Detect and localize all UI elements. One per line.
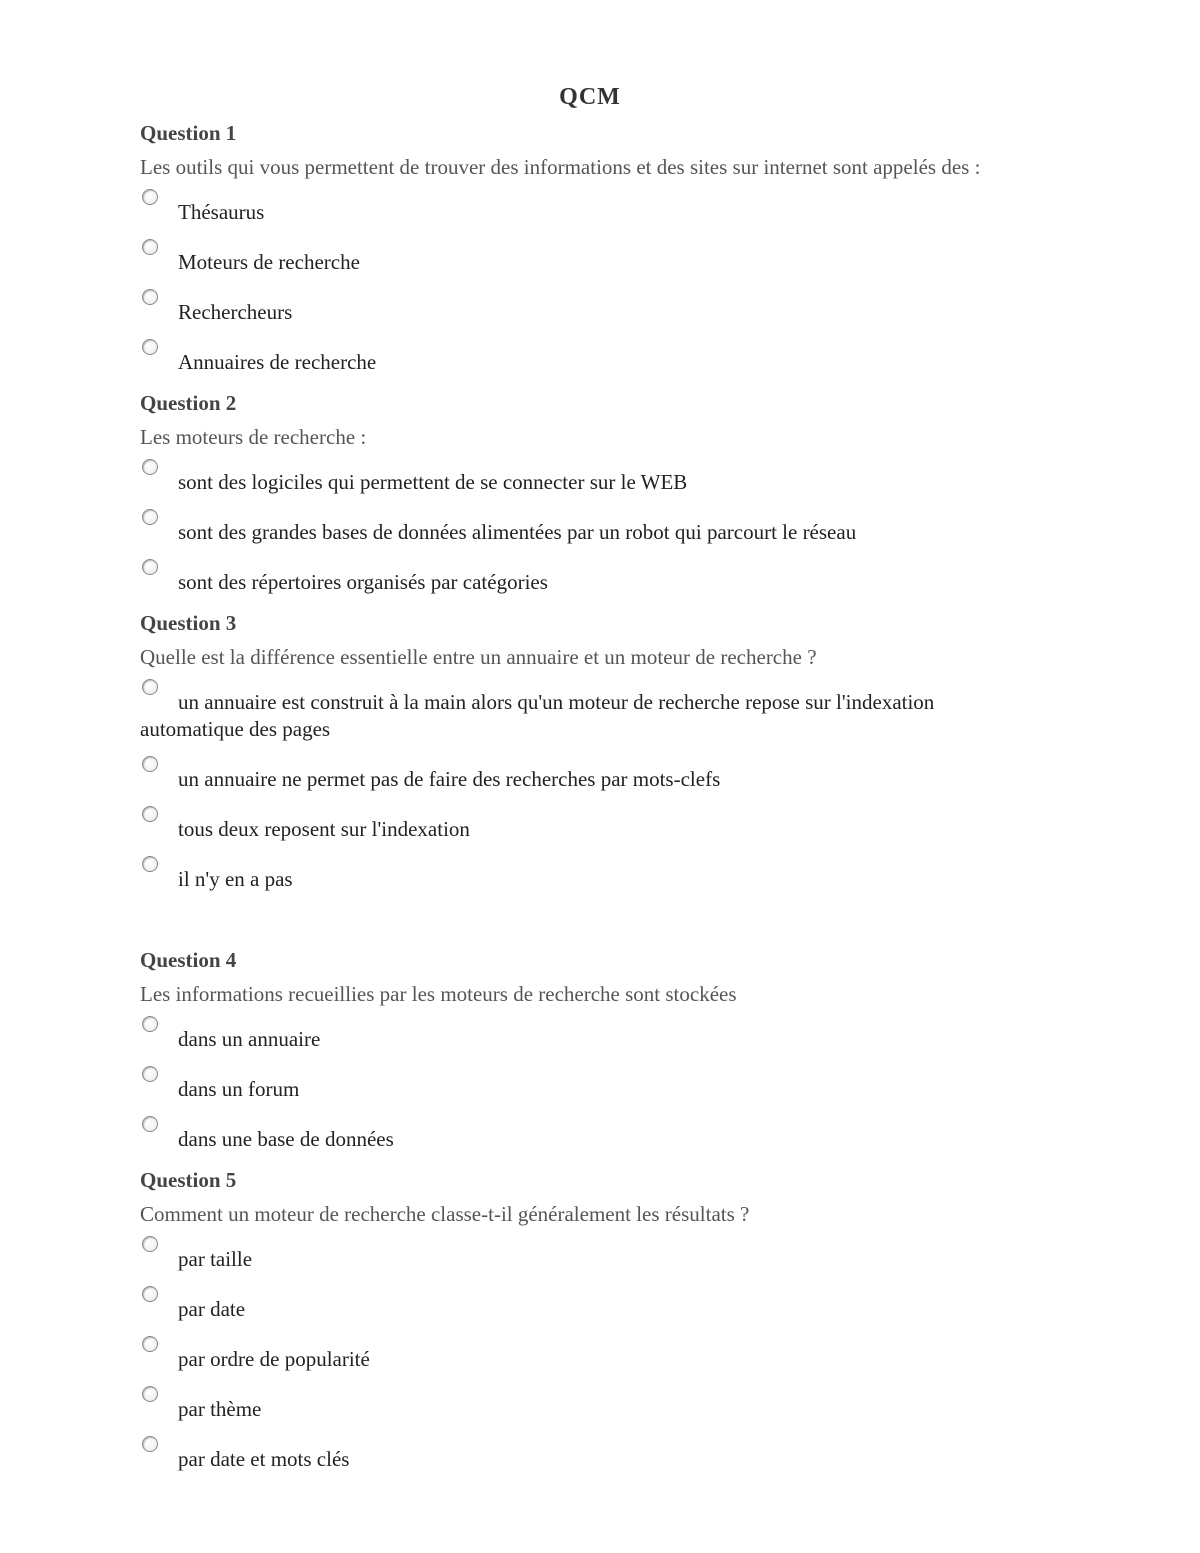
option-label: tous deux reposent sur l'indexation xyxy=(178,817,470,841)
page-title: QCM xyxy=(559,84,621,110)
question-3-heading: Question 3 xyxy=(140,611,237,635)
question-3-option-2[interactable] xyxy=(140,756,1040,793)
question-1-heading: Question 1 xyxy=(140,121,237,145)
question-3 xyxy=(140,609,1040,893)
option-label: Moteurs de recherche xyxy=(178,250,360,274)
question-4 xyxy=(140,946,1040,1153)
radio-button[interactable] xyxy=(142,856,158,872)
option-label: il n'y en a pas xyxy=(178,867,293,891)
radio-button[interactable] xyxy=(142,239,158,255)
option-label: Annuaires de recherche xyxy=(178,350,377,374)
option-label: un annuaire ne permet pas de faire des recherches par mots-clefs xyxy=(178,767,721,791)
option-label: sont des grandes bases de données alimentées par un robot qui parcourt le réseau xyxy=(178,520,857,544)
radio-button[interactable] xyxy=(142,806,158,822)
question-3-options xyxy=(140,679,1040,893)
question-5-option-5[interactable] xyxy=(140,1436,1040,1473)
question-1-option-3[interactable] xyxy=(140,289,1040,326)
question-4-options xyxy=(140,1016,1040,1153)
option-label: par date xyxy=(178,1297,246,1321)
document-page xyxy=(140,84,1040,1486)
question-5-option-4[interactable] xyxy=(140,1386,1040,1423)
spacer xyxy=(140,906,1040,946)
question-3-option-1[interactable] xyxy=(140,679,1040,743)
question-5-option-2[interactable] xyxy=(140,1286,1040,1323)
option-label: par date et mots clés xyxy=(178,1447,350,1471)
question-1 xyxy=(140,119,1040,376)
question-2-option-3[interactable] xyxy=(140,559,1040,596)
radio-button[interactable] xyxy=(142,1286,158,1302)
option-label: sont des répertoires organisés par catégories xyxy=(178,570,548,594)
radio-button[interactable] xyxy=(142,756,158,772)
question-2 xyxy=(140,389,1040,596)
option-label: Thésaurus xyxy=(178,200,265,224)
question-4-option-1[interactable] xyxy=(140,1016,1040,1053)
radio-button[interactable] xyxy=(142,1116,158,1132)
radio-button[interactable] xyxy=(142,509,158,525)
question-4-text: Les informations recueillies par les moteurs de recherche sont stockées xyxy=(140,982,737,1006)
question-4-option-2[interactable] xyxy=(140,1066,1040,1103)
radio-button[interactable] xyxy=(142,679,158,695)
question-2-option-1[interactable] xyxy=(140,459,1040,496)
radio-button[interactable] xyxy=(142,1016,158,1032)
question-4-option-3[interactable] xyxy=(140,1116,1040,1153)
radio-button[interactable] xyxy=(142,459,158,475)
option-label: par ordre de popularité xyxy=(178,1347,370,1371)
question-5-options xyxy=(140,1236,1040,1473)
question-3-text: Quelle est la différence essentielle entre un annuaire et un moteur de recherche ? xyxy=(140,645,817,669)
question-5-option-1[interactable] xyxy=(140,1236,1040,1273)
question-1-options xyxy=(140,189,1040,376)
question-5 xyxy=(140,1166,1040,1473)
radio-button[interactable] xyxy=(142,339,158,355)
question-5-heading: Question 5 xyxy=(140,1168,237,1192)
radio-button[interactable] xyxy=(142,1436,158,1452)
question-5-text: Comment un moteur de recherche classe-t-il généralement les résultats ? xyxy=(140,1202,750,1226)
radio-button[interactable] xyxy=(142,289,158,305)
question-3-option-3[interactable] xyxy=(140,806,1040,843)
radio-button[interactable] xyxy=(142,189,158,205)
radio-button[interactable] xyxy=(142,559,158,575)
option-label: par taille xyxy=(178,1247,253,1271)
option-label: dans un forum xyxy=(178,1077,300,1101)
question-2-heading: Question 2 xyxy=(140,391,237,415)
option-label: un annuaire est construit à la main alors qu'un moteur de recherche repose sur l'indexation automatique des pages xyxy=(140,690,935,741)
question-1-option-2[interactable] xyxy=(140,239,1040,276)
question-2-text: Les moteurs de recherche : xyxy=(140,425,367,449)
question-3-option-4[interactable] xyxy=(140,856,1040,893)
question-1-option-4[interactable] xyxy=(140,339,1040,376)
question-1-option-1[interactable] xyxy=(140,189,1040,226)
radio-button[interactable] xyxy=(142,1066,158,1082)
radio-button[interactable] xyxy=(142,1336,158,1352)
question-2-options xyxy=(140,459,1040,596)
radio-button[interactable] xyxy=(142,1236,158,1252)
question-1-text: Les outils qui vous permettent de trouver des informations et des sites sur internet sont appelés des : xyxy=(140,155,981,179)
question-5-option-3[interactable] xyxy=(140,1336,1040,1373)
option-label: sont des logiciles qui permettent de se connecter sur le WEB xyxy=(178,470,688,494)
option-label: Rechercheurs xyxy=(178,300,293,324)
question-2-option-2[interactable] xyxy=(140,509,1040,546)
option-label: dans une base de données xyxy=(178,1127,394,1151)
radio-button[interactable] xyxy=(142,1386,158,1402)
option-label: dans un annuaire xyxy=(178,1027,321,1051)
question-4-heading: Question 4 xyxy=(140,948,237,972)
option-label: par thème xyxy=(178,1397,262,1421)
